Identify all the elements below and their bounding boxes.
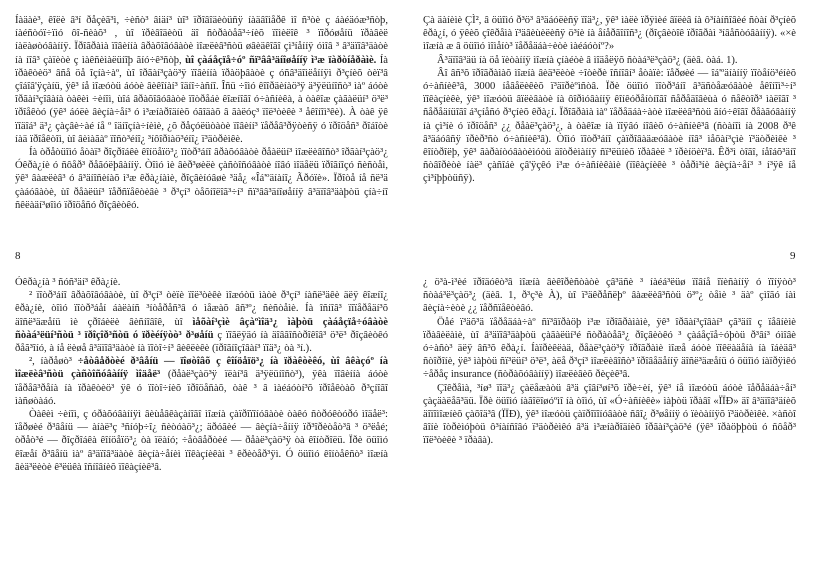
text-run: (ðåàë³çàö³ÿ ïëàí³â ä³ÿëüíîñò³), ÿêà ïîâèííà áóòè ïåðåâ³ðåíà íà ïðàêòèö³ ÿê ó ïîòî÷íèõ ïðîöåñàõ, òàê ³ â ìàéáóòí³õ ïðîåêòàõ ð³çíîãî ìàñøòàáó.	[15, 369, 388, 407]
paragraph	[423, 54, 796, 67]
text-run: ¿ ö³à-ì³èé ïðîäóêò³â ìîæíà âèêîðèñòàòè çâ³äñè ³ íàéá³ëüø ïîâíå îïèñàííÿ ó ïîíÿòò³ ñòàá³ë³çàö³¿ (äèâ. 1, ð³ç³è À), ùî ï³äêðåñëþº âàæëèâ³ñòü ö³º¿ òåìè ³ äàº çìîãó íàì âèçíà÷èòè ¿¿ ïåðñïåêòèâó.	[423, 277, 796, 315]
text-run: ² ïîòð³áíî âðàõîâóâàòè, ùî ð³çí³ òèïè ïîë³òèêè ìîæóòü ìàòè ð³çí³ íàñë³äêè äëÿ êîæíî¿ êðà¿íè, òîìó ïîòð³áåí áàëàíñ ³íòåðåñ³â ó ìåæàõ âñ³º¿ ñèñòåìè. Íà îñíîâ³ ïîïåðåäí³õ äîñë³äæåíü ìè çðîáèëè âèñíîâîê, ùî	[15, 290, 388, 328]
right-page-bottom-text	[423, 276, 796, 578]
paragraph	[423, 316, 796, 382]
text-run: Íà ïðàêòèö³ âñå öå îçíà÷àº, ùî îðãàí³çàö³ÿ ïîâèííà ïðàöþâàòè ç óñâ³äîìëåííÿì ð³çíèõ òèï³â çîáîâ'ÿçàíü, ÿê³ íå ìîæóòü áóòè âèêîíàí³ îäíî÷àñíî. Îñü ÷îìó êîîðäèíàö³ÿ ä³ÿëüíîñò³ ìàº áóòè îðãàí³çîâàíà òàêèì ÷èíîì, ùîá âðàõîâóâàòè ïîòðåáè êîæíîãî ó÷àñíèêà, à òàêîæ çàãàëüí³ ö³ë³ ïðîåêòó (ÿê³ áóëè âèçíà÷åí³ ó ì³æíàðîäíèõ óãîäàõ â ãàëóç³ ïîë³òèêè ³ åêîíîì³êè). À òàê ÿê ïîäîá³ ä³¿ çàçâè÷àé íå º îäíîçíà÷íèìè, ¿õ ðåçóëüòàòè ïîâèíí³ ïåðåâ³ðÿòèñÿ ó ïðîöåñ³ ðîáîòè íàä ïðîåêòîì, ùî âèìàãàº ïîñò³éíî¿ ³íôîðìàö³éíî¿ ï³äòðèìêè.	[15, 54, 388, 145]
text-run: Óêðà¿íà ³ ñóñ³äí³ êðà¿íè.	[15, 277, 121, 288]
paragraph	[423, 67, 796, 186]
paragraph	[423, 276, 796, 316]
text-run: Â³äïîâ³äü íà öå ïèòàííÿ ìîæíà çíàéòè â ìîäåëÿõ ñòàá³ë³çàö³¿ (äèâ. òàá. 1).	[437, 54, 738, 66]
text-run: Òàêèì ÷èíîì, ç óðàõóâàííÿì âèùåâêàçàíîãî ìîæíà çàïðîïîíóâàòè òàêó ñòðóêòóðó ìîäåë³: ïåðøèé ð³âåíü — àíàë³ç ³ñíóþ÷î¿ ñèòóàö³¿; äðóãèé — âèçíà÷åííÿ ïð³îðèòåò³â ³ ö³ëåé; òðåò³é — ðîçðîáêà êîíöåïö³¿ òà ïëàíó; ÷åòâåðòèé — ðåàë³çàö³ÿ òà êîíòðîëü. Ïðè öüîìó êîæåí ð³âåíü ìàº â³äïîâ³äàòè âèçíà÷åíèì ïîêàçíèêàì ³ êðèòåð³ÿì. Ó öüîìó êîíòåêñò³ ìîæíà âèä³ëèòè ê³ëüêà îñíîâíèõ ïîêàçíèê³â.	[15, 409, 388, 473]
bold-text-run: ìåõàí³çìè âçàºìîä³¿ ìàþòü çàáåçïå÷óâàòè ñòàá³ëüí³ñòü ³ ïðîçîð³ñòü ó ïðèéíÿòò³ ð³øåíü	[15, 316, 388, 341]
right-page-top-text	[423, 14, 796, 250]
text-run: ², íàðåøò³	[29, 356, 78, 368]
left-page-top-text	[15, 14, 388, 250]
paragraph	[423, 382, 796, 448]
text-run: Çà äàíèìè ÇÌ², â öüîìó ð³ö³ â³äáóëèñÿ ïîä³¿, ÿê³ ìàëè ïðÿìèé âïëèâ íà ô³íàíñîâèé ñòàí ð³çíèõ êðà¿í, ó ÿêèõ çîêðåìà ï³äâèùèëèñÿ ö³íè íà åíåðãîíîñ³¿ (ðîçâèòîê ïðîãðàì ³íâåñòóâàííÿ). «×è ìîæíà æ â öüîìó ìîìåíò³ ïåðåäáà÷èòè ìàéáóòíº?»	[423, 15, 796, 53]
page-number-left: 8	[15, 250, 21, 262]
paragraph	[15, 276, 388, 289]
bold-text-run: ÷åòâåðòèé ð³âåíü — ïîøòîâõ ç êîíöåïö³¿ íà ïðàêòèêó, ùî âêàçóº íà ìîæëèâ³ñòü çàñòîñóâàííÿ ìîäåë³	[15, 356, 388, 381]
right-page	[423, 14, 796, 578]
text-run: Âî âñ³õ ïðîãðàìàõ ìîæíà âèä³ëèòè ÷îòèðè îñíîâí³ åòàïè: ïåðøèé — îá'ºäíàííÿ ïîòåíö³éíèõ ó÷àñíèê³â, 3000 íåâåëèêèõ ï³äïðèºìñòâ. Ïðè öüîìó ïîòð³áíî â³äñòåæóâàòè åêîíîì³÷í³ ïîêàçíèêè, ÿê³ ìîæóòü âïëèâàòè íà ôîðìóâàííÿ êîíêóðåíòíîãî ñåðåäîâèùà ó ñåêòîð³ ìàëîãî ³ ñåðåäíüîãî á³çíåñó ð³çíèõ êðà¿í. Ïðîãðàìà ìàº ïåðåäáà÷àòè ìîæëèâ³ñòü ãíó÷êîãî ðåàãóâàííÿ íà çì³íè ó ïðîöåñ³ ¿¿ ðåàë³çàö³¿, à òàêîæ íà ïîÿâó íîâèõ ó÷àñíèê³â (ñòàíîì íà 2008 ð³ê â³äáóâñÿ ïðèð³ñò ó÷àñíèê³â). Òîìó ïîòð³áíî çàïðîâàäæóâàòè íîâ³ ìåõàí³çìè ï³äòðèìêè ³ êîíòðîëþ, ÿê³ ãàðàíòóâàòèìóòü äîòðèìàííÿ ñï³ëüíèõ ïðàâèë ³ ïðèíöèï³â. Êð³ì òîãî, íåîáõ³äíî ñòâîðèòè íàë³ çàñîáè çâ'ÿçêó ì³æ ó÷àñíèêàìè (ïîêàçíèêè ³ òåðì³íè âèçíà÷åí³ ³ í³ÿê íå çì³íþþòüñÿ).	[423, 67, 796, 185]
paragraph	[15, 146, 388, 212]
paragraph	[15, 289, 388, 355]
text-run: Öåé ï³äõ³ä ïåðåäáà÷àº ñï³âïðàöþ ì³æ ïðîãðàìàìè, ÿê³ îðãàí³çîâàí³ çã³äíî ç ïåâíèìè ïðàâèëàìè, ùî â³äïîâ³äàþòü çàãàëüí³é ñòðàòåã³¿ ðîçâèòêó ³ çàáåçïå÷óþòü ð³âí³ óìîâè ó÷àñò³ äëÿ âñ³õ êðà¿í. Íàïðèêëàä, ðåàë³çàö³ÿ ïðîãðàìè ìîæå áóòè ïîêëàäåíà íà îáèäâ³ ñòîðîíè, ÿê³ ìàþòü ñï³ëüí³ ö³ë³, àëå ð³çí³ ìîæëèâîñò³ ïðîâåäåííÿ äîñë³äæåíü ó öüîìó íàïðÿìêó ÷åðåç insurance (ñòðàõóâàííÿ) ìîæëèâèõ ðèçèê³â.	[423, 316, 796, 381]
paragraph	[423, 14, 796, 54]
left-page-bottom-text	[15, 276, 388, 578]
text-run: ç ïîãëÿäó íà äîâãîñòðîêîâ³ ö³ë³ ðîçâèòêó ðåã³îíó, à íå ëèøå â³äïîâ³äàòè íà ïîòî÷í³ âèêëèêè (ïðîãíîçîâàí³ ïîä³¿ òà ³í.).	[15, 329, 388, 355]
text-run: Íà òðåòüîìó åòàï³ ðîçðîáêè êîíöåïö³¿ ïîòð³áíî âðàõóâàòè ðåàëüí³ ìîæëèâîñò³ îðãàí³çàö³¿ Óêðà¿íè ó ñôåð³ ðåãóëþâàííÿ. Òîìó ìè âèð³øèëè çàñòîñóâàòè íîâó ìîäåëü ïðîãíîçó ñèñòåì, ÿê³ âàæëèâ³ ó â³äíîñèíàõ ì³æ êðà¿íàìè, ðîçâèíóâøè ³äå¿ «Îá'ºäíàíî¿ Ãðóïè». Ïðîòå íå ñë³ä çàáóâàòè, ùî ðåàëüí³ ïåðñïåêòèâè ³ ð³çí³ òåõíîëîã³÷í³ ñï³ââ³äíîøåííÿ â³äïîâ³äàþòü çíà÷íî ñêëàäí³øîìó ïðîöåñó ðîçâèòêó.	[15, 147, 388, 211]
bold-text-run: ùî çàáåçïå÷óº ñï³ââ³äíîøåííÿ ì³æ ïàðòíåðàìè.	[185, 54, 377, 66]
left-page	[15, 14, 388, 578]
text-run: Íàäàè³, êîëè â³í ðåçèã³ì, ÷èñò³ âiäí³ ùî³ ïðîâîäèòüñÿ íàäâîìåðê ìî ñ³òè ç áàéäóæ³ñòþ, íàéñòóï÷ïìó ôî-ñèàõ³ , ùî ïðèâîäèòü äî ñòðàòåã³÷íèõ ïîìèëîê ³ ïîðóøåíü ïðàâèë íàëàøòóâàííÿ. Ïðîãðàìà ïîâèííà âðàõîâóâàòè ìîæëèâ³ñòü øâèäêîãî çì³íåííÿ óìîâ ³ â³äïîâ³äàòè íà íîâ³ çàïèòè ç ìàêñèìàëüíîþ ãíó÷ê³ñòþ,	[15, 15, 388, 66]
paragraph	[15, 355, 388, 408]
paragraph	[15, 14, 388, 146]
paragraph	[15, 408, 388, 474]
page-number-right: 9	[790, 250, 796, 262]
text-run: Çîêðåìà, ³íø³ ïîä³¿ çàëåæàòü â³ä çîâí³øí³õ ïðè÷èí, ÿê³ íå ìîæóòü áóòè ïåðåäáà÷åí³ çàçäàëåã³äü. Ïðè öüîìó íàãîëîøóºìî íà òîìó, ùî «Ó÷àñíèêè» ìàþòü ïðàâî «ÏÏÐ» äî â³äïîâ³äíèõ äîïîìîæíèõ çàõîä³â (ÏÏÐ), ÿê³ ìîæóòü çàïðîïîíóâàòè ñâî¿ ð³øåííÿ ó ïèòàííÿõ ï³äòðèìêè. ×àñòî âîíè îòðèìóþòü ô³íàíñîâó ï³äòðèìêó â³ä ì³æíàðîäíèõ îðãàí³çàö³é (ÿê³ ïðàöþþòü ó ñôåð³ ïîë³òèêè ³ ïðàâà).	[423, 382, 796, 447]
